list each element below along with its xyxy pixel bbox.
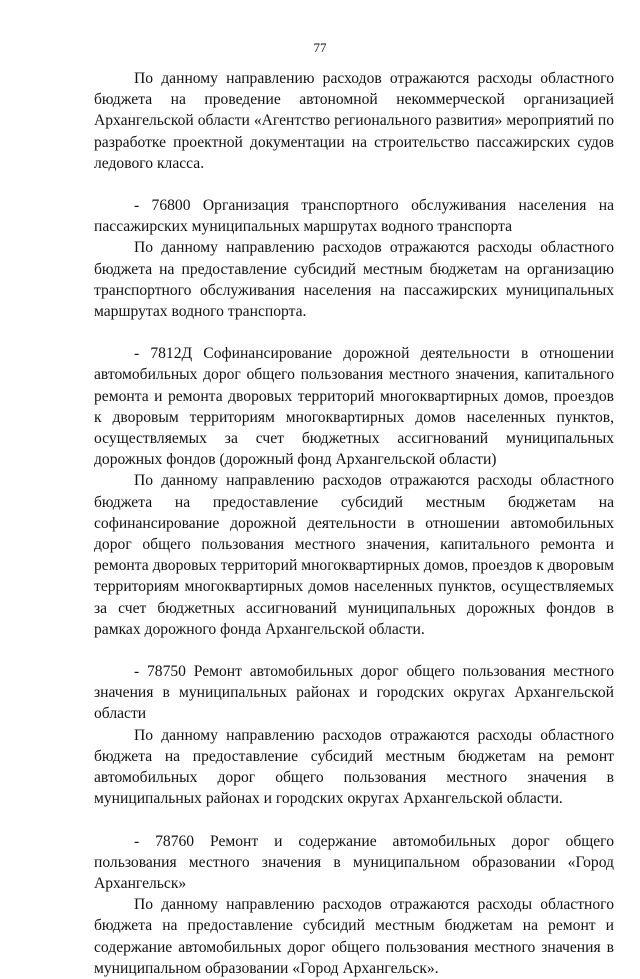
paragraph-7812d-description: По данному направлению расходов отражаются расходы областного бюджета на предоставление субсидий местным бюджетам на софинансирование дорожной деятельности в отношении автомобильных дорог общего пользования местного значения, капитального ремонта и ремонта дворовых территорий многоквартирных домов, проездов к дворовым территориям многоквартирных домов населенных пунктов, осуществляемых за счет бюджетных ассигнований муниципальных дорожных фондов в рамках дорожного фонда Архангельской области. (94, 472, 614, 638)
paragraph-ice-class-ships-description: По данному направлению расходов отражаются расходы областного бюджета на проведение автономной некоммерческой организацией Архангельской области «Агентство регионального развития» мероприятий по разработке проектной документации на строительство пассажирских судов ледового класса. (94, 70, 614, 172)
heading-7812d: - 7812Д Софинансирование дорожной деятельности в отношении автомобильных дорог общего пользования местного значения, капитального ремонта и ремонта дворовых территорий многоквартирных домов, проездов к дворовым территориям многоквартирных домов населенных пунктов, осуществляемых за счет бюджетных ассигнований муниципальных дорожных фондов (дорожный фонд Архангельской области) (94, 345, 614, 469)
paragraph-78760-description: По данному направлению расходов отражаются расходы областного бюджета на предоставление субсидий местным бюджетам на ремонт и содержание автомобильных дорог общего пользования местного значения в муниципальном образовании «Город Архангельск». (94, 896, 614, 977)
heading-78760: - 78760 Ремонт и содержание автомобильных дорог общего пользования местного значения в муниципальном образовании «Город Архангельск» (94, 832, 614, 892)
paragraph-76800-description: По данному направлению расходов отражаются расходы областного бюджета на предоставление субсидий местным бюджетам на организацию транспортного обслуживания населения на пассажирских муниципальных маршрутах водного транспорта. (94, 239, 614, 321)
page-number: 77 (313, 40, 327, 55)
document-body (94, 68, 614, 979)
heading-78750: - 78750 Ремонт автомобильных дорог общего пользования местного значения в муниципальных районах и городских округах Архангельской области (94, 663, 614, 723)
paragraph-78750-description: По данному направлению расходов отражаются расходы областного бюджета на предоставление субсидий местным бюджетам на ремонт автомобильных дорог общего пользования местного значения в муниципальных районах и городских округах Архангельской области. (94, 726, 614, 808)
heading-76800: - 76800 Организация транспортного обслуживания населения на пассажирских муниципальных маршрутах водного транспорта (94, 197, 614, 236)
